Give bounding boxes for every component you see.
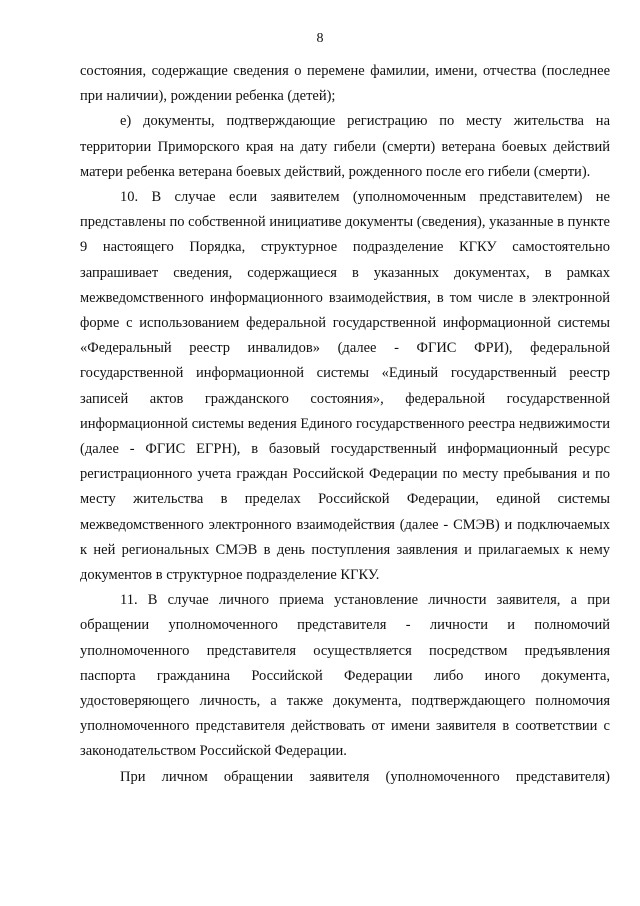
paragraph-10: 10. В случае если заявителем (уполномоченным представителем) не представлены по собственной инициативе документы (сведения), указанные в пункте 9 настоящего Порядка, структурное подразделение КГКУ самостоятельно запрашивает сведения, содержащиеся в указанных документах, в рамках межведомственного информационного взаимодействия, в том числе в электронной форме с использованием федеральной государственной информационной системы «Федеральный реестр инвалидов» (далее - ФГИС ФРИ), федеральной государственной информационной системы «Единый государственный реестр записей актов гражданского состояния», федеральной государственной информационной системы ведения Единого государственного реестра недвижимости (далее - ФГИС ЕГРН), в базовый государственный информационный ресурс регистрационного учета граждан Российской Федерации по месту пребывания и по месту жительства в пределах Российской Федерации, единой системы межведомственного электронного взаимодействия (далее - СМЭВ) и подключаемых к ней региональных СМЭВ в день поступления заявления и прилагаемых к нему документов в структурное подразделение КГКУ. <box>80 189 610 584</box>
page-number: 8 <box>316 31 324 46</box>
paragraph-11: 11. В случае личного приема установление личности заявителя, а при обращении уполномоченного представителя - личности и полномочий уполномоченного представителя осуществляется посредством предъявления паспорта гражданина Российской Федерации либо иного документа, удостоверяющего личность, а также документа, подтверждающего полномочия уполномоченного представителя действовать от имени заявителя в соответствии с законодательством Российской Федерации. <box>80 592 610 760</box>
paragraph-personal-appeal: При личном обращении заявителя (уполномоченного представителя) <box>120 768 610 785</box>
paragraph-continuation: состояния, содержащие сведения о перемене фамилии, имени, отчества (последнее при наличии), рождении ребенка (детей); <box>80 63 610 105</box>
document-body <box>80 59 610 790</box>
paragraph-item-e: е) документы, подтверждающие регистрацию по месту жительства на территории Приморского края на дату гибели (смерти) ветерана боевых действий матери ребенка ветерана боевых действий, рожденного после его гибели (смерти). <box>80 113 610 180</box>
